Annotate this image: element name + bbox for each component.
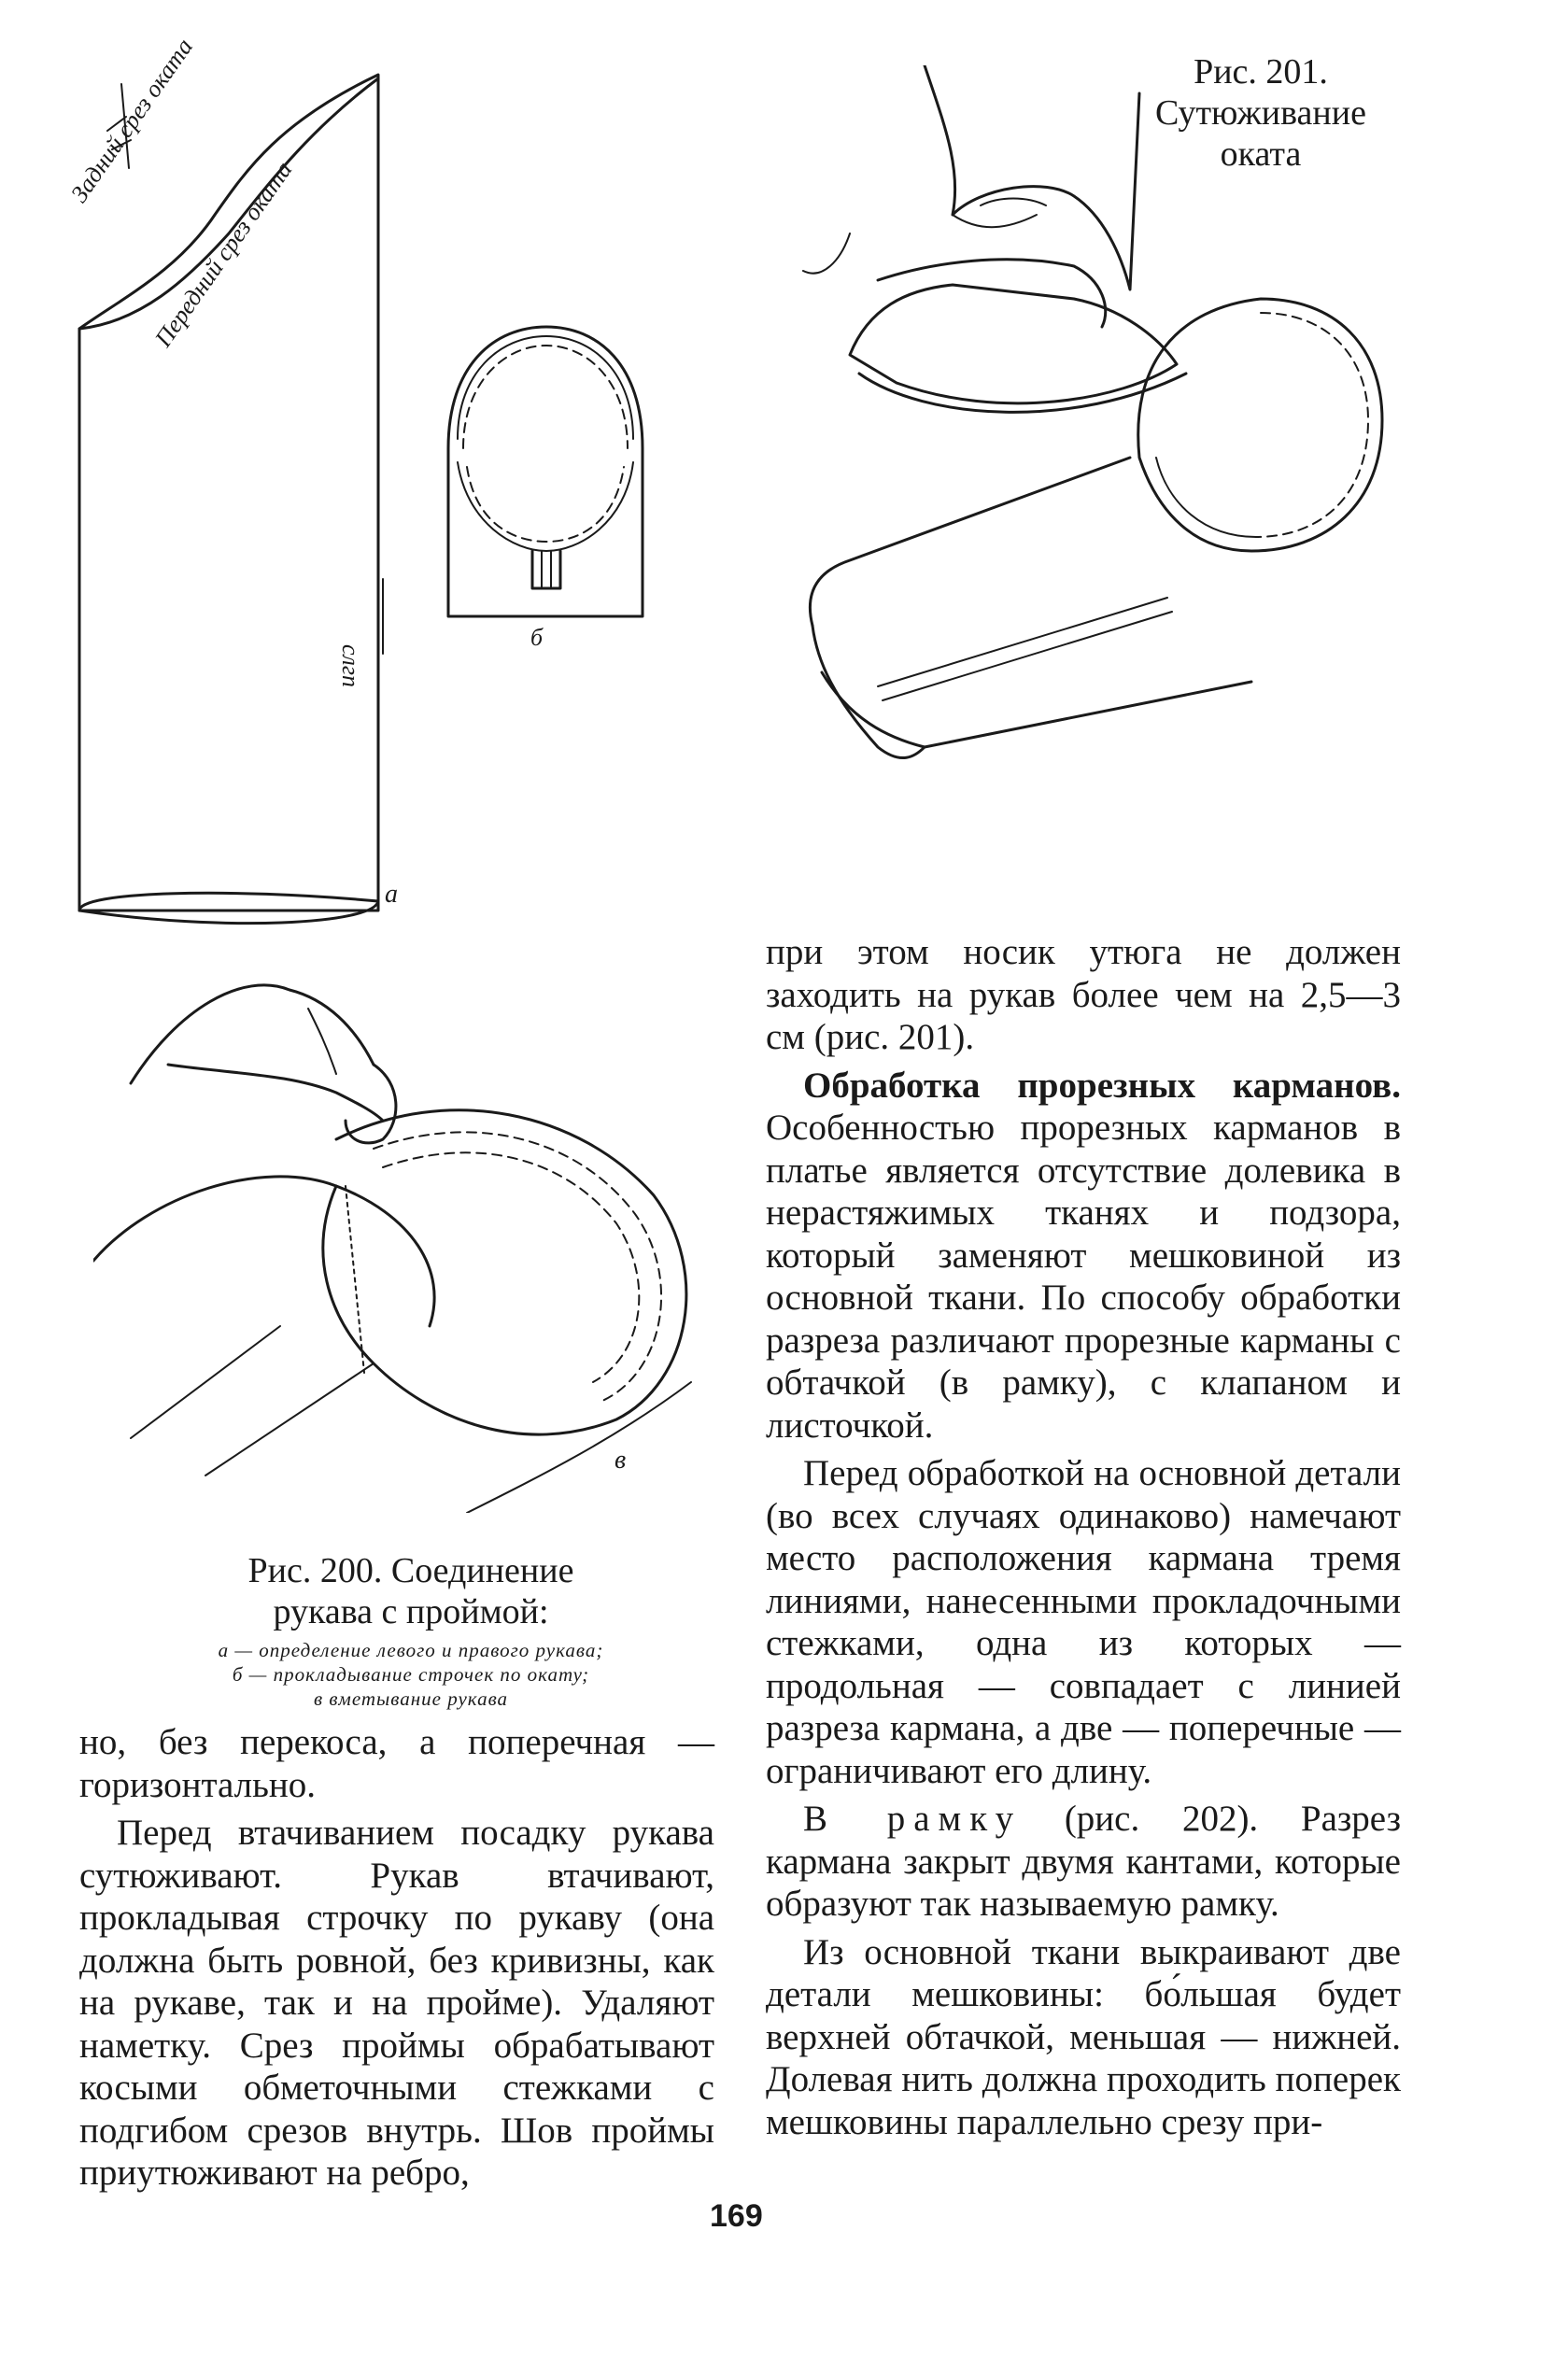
right-paragraph-4-body: (рис. 202). Разрез кармана закрыт двумя кантами, которые образуют так называемую рамку. xyxy=(766,1799,1401,1924)
fig200-back-edge-label: Задний срез оката xyxy=(65,33,199,207)
right-paragraph-3: Перед обработкой на основной детали (во всех случаях одинаково) намечают место расположения кармана тремя линиями, нанесенными прокладочными стежками, одна из которых — продольная — совпадает с линией разреза кармана, а две — поперечные — ограничивают его длину. xyxy=(766,1453,1401,1791)
fig201-caption-line3: оката xyxy=(1220,134,1302,174)
fig200-grain-label: слгп xyxy=(337,644,364,688)
left-paragraph-2: Перед втачиванием посадку рукава сутюживают. Рукав втачивают, прокладывая строчку по рукаву (она должна быть ровной, без кривизны, как на рукаве, так и на пройме). Удаляют наметку. Срез проймы обрабатывают косыми обметочными стежками с подгибом срезов внутрь. Шов проймы приутюживают на ребро, xyxy=(79,1813,714,2193)
subheading-frame-pocket: В рамку xyxy=(803,1799,1023,1839)
fig200-label-v: в xyxy=(614,1446,627,1475)
right-paragraph-4 xyxy=(766,1798,1401,1926)
left-text-column xyxy=(79,1721,714,2195)
fig200-caption-title2: рукава с проймой: xyxy=(273,1592,549,1631)
right-paragraph-2 xyxy=(766,1065,1401,1447)
fig200a-sleeve-pattern xyxy=(56,56,411,943)
fig201-caption xyxy=(1149,51,1373,175)
fig200-label-a: а xyxy=(385,880,398,909)
fig201-caption-line1: Рис. 201. xyxy=(1194,52,1328,92)
fig201-iron-pressing xyxy=(766,65,1420,906)
fig200v-basting-sleeve xyxy=(93,953,710,1513)
fig200-legend-2: б — прокладывание строчек по окату; xyxy=(232,1663,590,1686)
fig201-caption-line2: Сутюживание xyxy=(1155,93,1366,133)
fig200-front-edge-label: Передний срез оката xyxy=(149,156,298,352)
right-paragraph-2-body: Особенностью прорезных карманов в платье является отсутствие долевика в нерастяжимых тканях и подзора, который заменяют мешковиной из основной ткани. По способу обработки разреза различают прорезные карманы с обтачкой (в рамку), с клапаном и листочкой. xyxy=(766,1108,1401,1446)
fig200-legend-1: а — определение левого и правого рукава; xyxy=(218,1639,604,1661)
right-text-column xyxy=(766,931,1401,2143)
fig200-caption xyxy=(103,1550,719,1711)
fig200-label-b: б xyxy=(530,624,544,651)
section-heading-slit-pockets: Обработка прорезных карманов. xyxy=(803,1065,1401,1106)
right-paragraph-5: Из основной ткани выкраивают две детали мешковины: бо́льшая будет верхней обтачкой, меньшая — нижней. Долевая нить должна проходить поперек мешковины параллельно срезу при- xyxy=(766,1931,1401,2142)
left-paragraph-1: но, без перекоса, а поперечная — горизонтально. xyxy=(79,1722,714,1805)
fig200-legend-3: в вметывание рукава xyxy=(313,1687,509,1710)
fig200-caption-title1: Рис. 200. Соединение xyxy=(247,1551,574,1590)
fig200b-cap-stitching xyxy=(430,308,663,626)
right-paragraph-1: при этом носик утюга не должен заходить на рукав более чем на 2,5—3 см (рис. 201). xyxy=(766,932,1401,1057)
page-number: 169 xyxy=(710,2198,763,2234)
